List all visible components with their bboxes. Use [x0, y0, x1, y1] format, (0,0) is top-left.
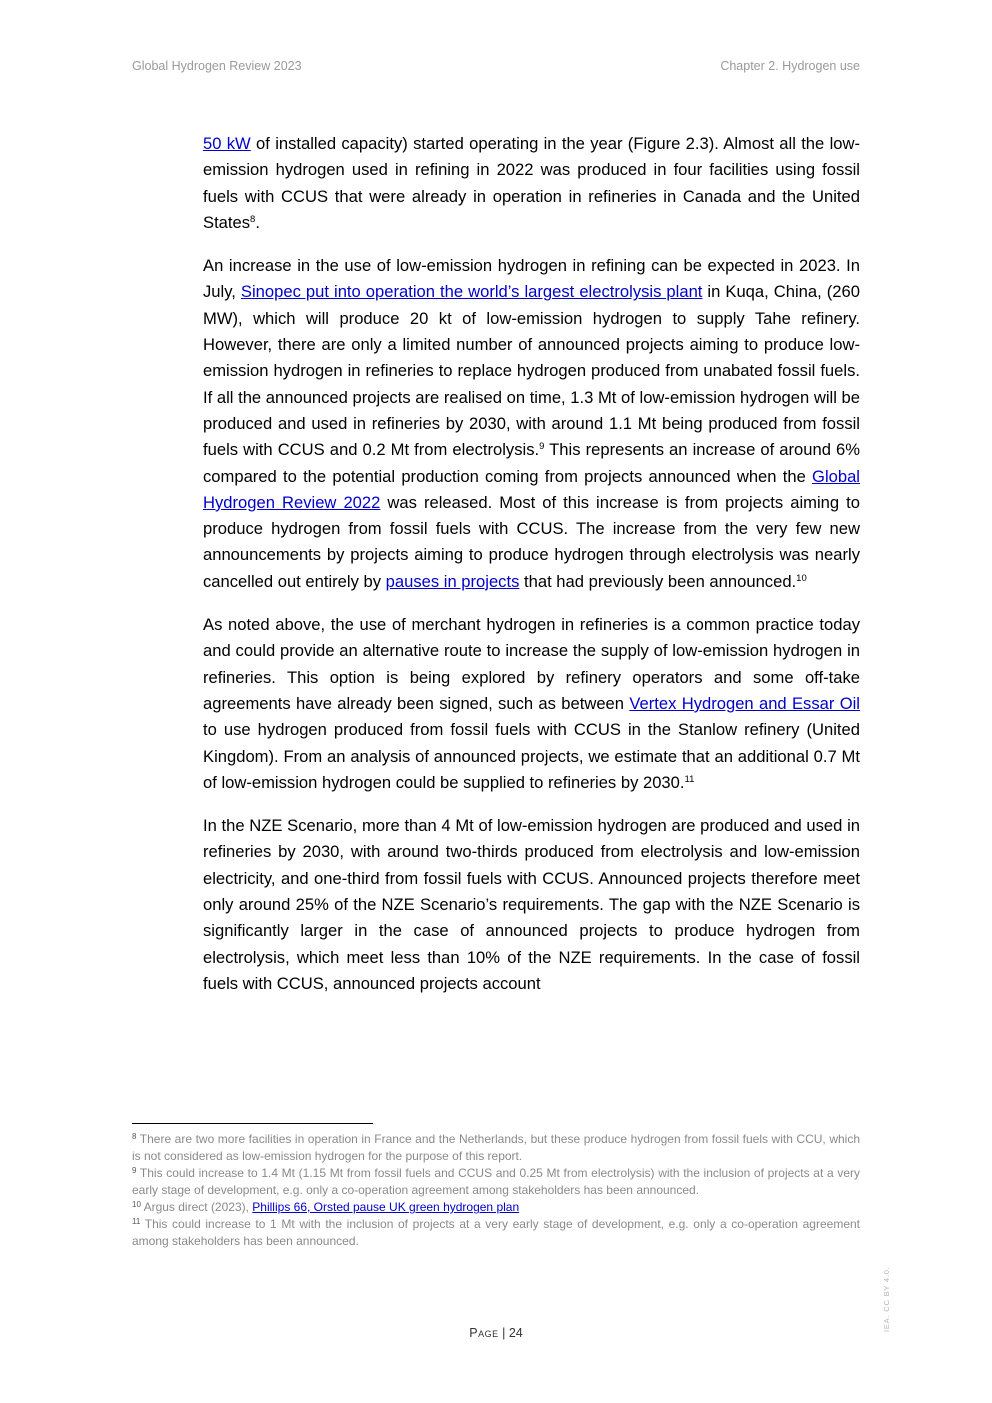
paragraph-text: As noted above, the use of merchant hydrogen in refineries is a common practice today and could provide an alternative route to increase the supply of low-emission hydrogen in refineries. This option is being explored by refinery operators and some off-take agreements have already been signed, such as between [203, 615, 860, 713]
body-text [203, 131, 860, 1014]
link-50-kw[interactable]: 50 kW [203, 134, 251, 153]
link-vertex-essar[interactable]: Vertex Hydrogen and Essar Oil [629, 693, 860, 713]
footnote-10 [132, 1199, 860, 1216]
paragraph-4 [203, 813, 860, 997]
paragraph-text: . [255, 212, 260, 232]
paragraph-3 [203, 612, 860, 796]
footnote-9 [132, 1165, 860, 1199]
page-label: Page [469, 1326, 499, 1340]
footnote-number: 11 [132, 1217, 141, 1226]
paragraph-text: to use hydrogen produced from fossil fuels with CCUS in the Stanlow refinery (United Kingdom). From an analysis of announced projects, we estimate that an additional 0.7 Mt of low-emission hydrogen could be supplied to refineries by 2030. [203, 720, 860, 792]
footnote-8 [132, 1131, 860, 1165]
link-argus-phillips-orsted[interactable]: Phillips 66, Orsted pause UK green hydrogen plan [252, 1200, 520, 1214]
page-number-value: 24 [508, 1326, 523, 1340]
link-pauses-in-projects[interactable]: pauses in projects [385, 571, 520, 591]
running-header-title: Global Hydrogen Review 2023 [132, 59, 302, 73]
footnote-11 [132, 1216, 860, 1250]
footnotes [132, 1131, 860, 1250]
paragraph-2 [203, 253, 860, 595]
footnote-ref-10: 10 [796, 572, 807, 584]
link-global-hydrogen-review-2022[interactable]: Global Hydrogen Review 2022 [203, 466, 860, 512]
footnote-ref-8: 8 [250, 213, 256, 225]
paragraph-1 [203, 131, 860, 236]
license-text: IEA. CC BY 4.0. [882, 1266, 891, 1332]
footnote-separator [132, 1123, 373, 1124]
footnote-number: 9 [132, 1166, 137, 1175]
page-separator: | [498, 1326, 509, 1340]
footnote-text: This could increase to 1.4 Mt (1.15 Mt from fossil fuels and CCUS and 0.25 Mt from electrolysis) with the inclusion of projects at a very early stage of development, e.g. only a co-operation agreement among stakeholders has been announced. [132, 1166, 860, 1197]
footnote-text: There are two more facilities in operation in France and the Netherlands, but these produce hydrogen from fossil fuels with CCU, which is not considered as low-emission hydrogen for the purpose of this report. [132, 1132, 860, 1163]
paragraph-text: that had previously been announced. [519, 571, 797, 591]
paragraph-text: of installed capacity) started operating in the year (Figure 2.3). Almost all the low-emission hydrogen used in refining in 2022 was produced in four facilities using fossil fuels with CCUS that were already in operation in refineries in Canada and the United States [203, 134, 860, 232]
running-header-chapter: Chapter 2. Hydrogen use [720, 59, 860, 73]
footnote-number: 8 [132, 1132, 137, 1141]
footnote-ref-11: 11 [684, 773, 695, 785]
license-watermark [882, 1266, 894, 1336]
footnote-ref-9: 9 [539, 441, 545, 453]
page-number [0, 1326, 992, 1340]
paragraph-text: This represents an increase of around 6% compared to the potential production coming from projects announced when the [203, 440, 860, 486]
footnote-number: 10 [132, 1200, 141, 1209]
footnote-text: This could increase to 1 Mt with the inclusion of projects at a very early stage of development, e.g. only a co-operation agreement among stakeholders has been announced. [132, 1217, 860, 1248]
footnote-text: Argus direct (2023), [140, 1200, 253, 1214]
paragraph-text: in Kuqa, China, (260 MW), which will produce 20 kt of low-emission hydrogen to supply Tahe refinery. However, there are only a limited number of announced projects aiming to produce low-emission hydrogen in refineries to replace hydrogen produced from unabated fossil fuels. If all the announced projects are realised on time, 1.3 Mt of low-emission hydrogen will be produced and used in refineries by 2030, with around 1.1 Mt being produced from fossil fuels with CCUS and 0.2 Mt from electrolysis. [203, 282, 860, 460]
paragraph-text: was released. Most of this increase is from projects aiming to produce hydrogen from fossil fuels with CCUS. The increase from the very few new announcements by projects aiming to produce hydrogen through electrolysis was nearly cancelled out entirely by [203, 492, 860, 591]
paragraph-text: In the NZE Scenario, more than 4 Mt of low-emission hydrogen are produced and used in refineries by 2030, with around two-thirds produced from electrolysis and low-emission electricity, and one-third from fossil fuels with CCUS. Announced projects therefore meet only around 25% of the NZE Scenario’s requirements. The gap with the NZE Scenario is significantly larger in the case of announced projects to produce hydrogen from electrolysis, which meet less than 10% of the NZE requirements. In the case of fossil fuels with CCUS, announced projects account [203, 816, 860, 993]
link-sinopec-electrolysis-plant[interactable]: Sinopec put into operation the world’s largest electrolysis plant [240, 282, 703, 302]
paragraph-text: An increase in the use of low-emission hydrogen in refining can be expected in 2023. In July, [203, 256, 860, 302]
